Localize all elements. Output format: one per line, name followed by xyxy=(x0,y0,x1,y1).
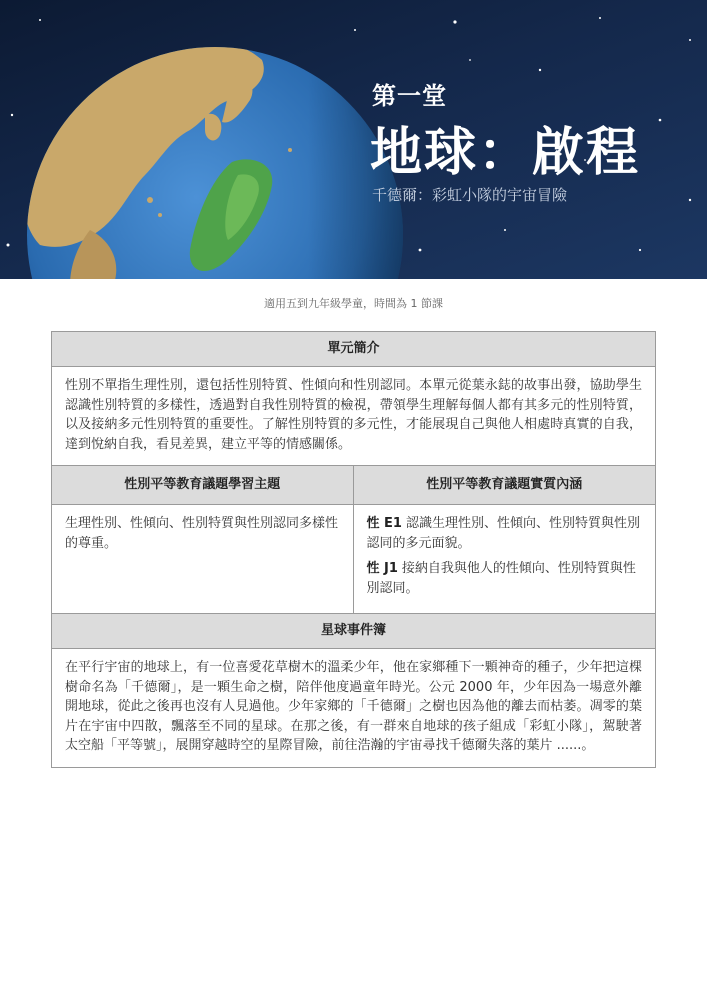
topics-row xyxy=(52,466,655,614)
practice-text: 認識生理性別、性傾向、性別特質與性別認同的多元面貌。 xyxy=(366,516,640,551)
unit-intro-text: 性別不單指生理性別，還包括性別特質、性傾向和性別認同。本單元從葉永鋕的故事出發，協助學生認識性別特質的多樣性，透過對自我性別特質的檢視，帶領學生理解每個人都有其多元的性別特質，以及接納多元性別特質的重要性。了解性別特質的多元性，才能展現自己與他人相處時真實的自我，達到悅納自我，看見差異，建立平等的情感關係。 xyxy=(52,367,655,466)
practice-item xyxy=(367,514,643,553)
unit-intro-heading: 單元簡介 xyxy=(52,332,655,367)
practice-item xyxy=(367,559,643,598)
practice-code: 性 E1 xyxy=(366,516,402,531)
learning-theme-text: 生理性別、性傾向、性別特質與性別認同多樣性的尊重。 xyxy=(65,516,339,551)
cover-banner xyxy=(0,0,707,279)
practice-code: 性 J1 xyxy=(366,561,398,576)
practice-text: 接納自我與他人的性傾向、性別特質與性別認同。 xyxy=(366,561,636,596)
grade-info: 適用五到九年級學童，時間為 1 節課 xyxy=(264,297,443,310)
learning-theme-heading: 性別平等教育議題學習主題 xyxy=(52,466,353,505)
lesson-subtitle: 千德爾：彩虹小隊的宇宙冒險 xyxy=(372,186,568,204)
practice-heading: 性別平等教育議題實質內涵 xyxy=(354,466,656,505)
events-heading: 星球事件簿 xyxy=(52,614,655,649)
lesson-title: 地球：啟程 xyxy=(370,123,641,183)
lesson-table xyxy=(51,331,656,768)
events-text: 在平行宇宙的地球上，有一位喜愛花草樹木的溫柔少年，他在家鄉種下一顆神奇的種子，少年把這棵樹命名為「千德爾」，是一顆生命之樹，陪伴他度過童年時光。公元 2000 年，少年因為一場意外離開地球，從此之後再也沒有人見過他。少年家鄉的「千德爾」之樹也因為他的離去而枯萎。凋零的葉片在宇宙中四散，飄落至不同的星球。在那之後，有一群來自地球的孩子組成「彩虹小隊」，駕駛著太空船「平等號」，展開穿越時空的星際冒險，前往浩瀚的宇宙尋找千德爾失落的葉片 ......。 xyxy=(65,660,642,753)
practice-column xyxy=(354,466,656,613)
lesson-number: 第一堂 xyxy=(372,82,447,110)
practice-list xyxy=(354,505,656,613)
learning-theme-column xyxy=(52,466,354,613)
